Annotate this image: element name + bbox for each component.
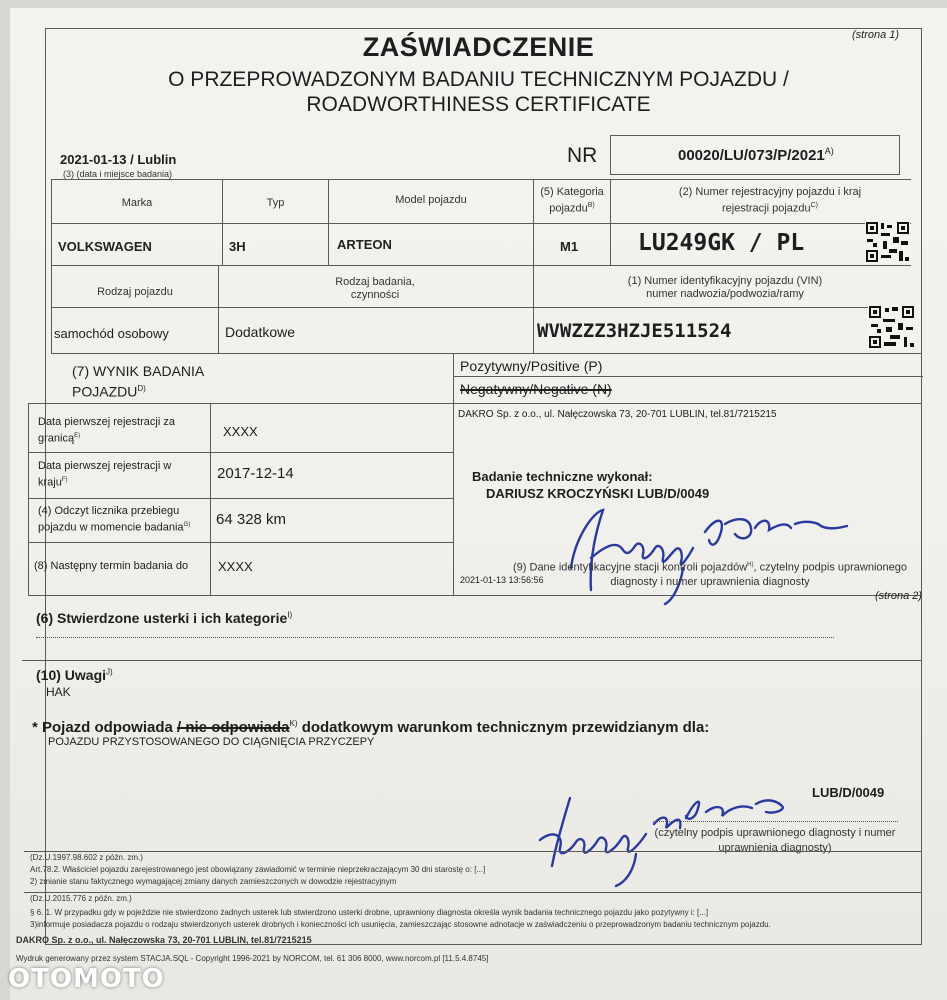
station-caption-3: diagnosty i numer uprawnienia diagnosty <box>610 575 810 588</box>
signature-caption-1: (czytelny podpis uprawnionego diagnosty i numer <box>654 827 896 839</box>
result-positive: Pozytywny/Positive (P) <box>460 358 603 374</box>
vin-label-2: numer nadwozia/podwozia/ramy <box>646 288 804 300</box>
defects-sup: I) <box>287 610 293 620</box>
nr-label: NR <box>567 144 598 167</box>
result-label-line1: (7) WYNIK BADANIA <box>72 363 205 379</box>
qr-code-icon <box>868 305 915 349</box>
legal-line: Art.78.2. Właściciel pojazdu zarejestrowanego jest obowiązany zawiadomić w terminie nieprzekraczającym 30 dni starostę o: [...] <box>30 865 486 874</box>
result-negative: Negatywny/Negative (N) <box>460 381 612 397</box>
document-title: ZAŚWIADCZENIE <box>362 32 595 62</box>
legal-line: 3)informuje posiadacza pojazdu o rodzaju stwierdzonych usterek drobnych i konieczności ich usunięcia, zamieszczając stosowne adnotacje w zaświadczeniu o przeprowadzonym badaniu technicznym pojazdu. <box>30 920 771 929</box>
registration-label-text: (2) Numer rejestracyjny pojazdu i kraj rejestracji pojazdu <box>678 186 862 215</box>
signature-dotted-line <box>653 821 898 822</box>
qr-code-icon <box>865 221 910 263</box>
model-value: ARTEON <box>337 237 392 252</box>
remarks-value: HAK <box>46 685 71 699</box>
detail-value: 2017-12-14 <box>217 465 294 482</box>
detail-sup: G) <box>183 522 191 528</box>
date-place: 2021-01-13 / Lublin <box>60 152 177 167</box>
detail-label-text: (8) Następny termin badania do <box>34 560 189 572</box>
certificate-page <box>10 8 947 1000</box>
compliance-suffix: dodatkowym warunkom technicznym przewidzianym dla: <box>297 719 710 736</box>
defects-label-text: (6) Stwierdzone usterki i ich kategorie <box>36 610 288 626</box>
legal-line: (Dz.U.1997.98.602 z późn. zm.) <box>30 853 143 862</box>
page-two-label: (strona 2) <box>875 590 923 602</box>
remarks-label <box>36 667 113 683</box>
station-caption-1: (9) Dane identyfikacyjne stacji kontroli pojazdów <box>513 561 748 574</box>
defects-label <box>36 610 292 626</box>
detail-label <box>38 415 203 446</box>
station-address: DAKRO Sp. z o.o., ul. Nałęczowska 73, 20-701 LUBLIN, tel.81/7215215 <box>458 409 777 420</box>
station-caption-sup: H) <box>747 562 754 568</box>
detail-label <box>34 560 209 572</box>
compliance-sup: K) <box>289 719 298 728</box>
footer-station: DAKRO Sp. z o.o., ul. Nałęczowska 73, 20-701 LUBLIN, tel.81/7215215 <box>16 935 312 945</box>
exam-kind-value: Dodatkowe <box>225 324 296 340</box>
legal-line: (Dz.U.2015.776 z późn. zm.) <box>30 894 132 903</box>
vin-value: WVWZZZ3HZJE511524 <box>537 320 732 342</box>
signature-caption-2: uprawnienia diagnosty) <box>718 842 832 854</box>
station-caption-2: , czytelny podpis uprawnionego <box>753 561 907 574</box>
category-label <box>534 186 610 216</box>
detail-label <box>38 459 203 490</box>
nr-number: 00020/LU/073/P/2021 <box>678 147 825 164</box>
detail-value: XXXX <box>223 424 258 439</box>
vehicle-kind-value: samochód osobowy <box>54 326 169 341</box>
compliance-struck: / nie odpowiada <box>177 719 290 736</box>
footer-software: Wydruk generowany przez system STACJA.SQL - Copyright 1996-2021 by NORCOM, tel. 61 306 8000, www.norcom.pl [11.5.4.8745] <box>16 954 489 963</box>
inspector-name: DARIUSZ KROCZYŃSKI LUB/D/0049 <box>486 486 710 501</box>
result-label-line2-wrap <box>72 380 204 401</box>
otomoto-watermark-logo: OTOMOTO <box>8 964 165 994</box>
category-label-text: (5) Kategoria pojazdu <box>540 186 604 215</box>
nr-value <box>678 146 834 164</box>
inspector-signature <box>565 498 855 613</box>
detail-label-text: Data pierwszej rejestracji w kraju <box>38 460 172 489</box>
defects-dotted-line <box>36 637 834 638</box>
page-one-label: (strona 1) <box>852 29 900 41</box>
nr-sup: A) <box>824 146 834 156</box>
date-place-caption: (3) (data i miejsce badania) <box>63 169 173 179</box>
make-value: VOLKSWAGEN <box>58 239 152 254</box>
result-label <box>72 363 204 401</box>
type-label: Typ <box>266 197 285 209</box>
document-subtitle-2: ROADWORTHINESS CERTIFICATE <box>306 93 651 116</box>
category-sup: B) <box>587 202 595 209</box>
timestamp: 2021-01-13 13:56:56 <box>460 575 544 585</box>
model-label: Model pojazdu <box>395 194 467 206</box>
detail-label-text: Data pierwszej rejestracji za granicą <box>38 416 175 445</box>
result-label-line2: POJAZDU <box>72 383 138 400</box>
detail-value: 64 328 km <box>216 511 287 528</box>
category-value: M1 <box>560 239 579 254</box>
detail-sup: F) <box>61 477 68 483</box>
exam-kind-label: Rodzaj badania, czynności <box>335 276 415 301</box>
vin-label-1: (1) Numer identyfikacyjny pojazdu (VIN) <box>627 275 823 287</box>
registration-label <box>670 186 870 216</box>
detail-label-text: (4) Odczyt licznika przebiegu pojazdu w momencie badania <box>38 505 184 534</box>
compliance-statement <box>32 719 709 736</box>
legal-line: 2) zmianie stanu faktycznego wymagającej zmiany danych zamieszczonych w dowodzie rejestracyjnym <box>30 877 397 886</box>
remarks-sup: J) <box>106 667 113 677</box>
detail-value: XXXX <box>218 559 253 574</box>
legal-line: § 6. 1. W przypadku gdy w pojeździe nie stwierdzono żadnych usterek lub stwierdzono usterki drobne, uprawniony diagnosta określa wynik badania technicznego pojazdu jako pozytywny i: [...] <box>30 908 709 917</box>
remarks-label-text: (10) Uwagi <box>36 667 107 683</box>
signature-number: LUB/D/0049 <box>812 785 885 800</box>
result-sup: D) <box>137 384 146 393</box>
make-label: Marka <box>121 197 153 209</box>
registration-value: LU249GK / PL <box>638 230 805 256</box>
registration-sup: C) <box>810 202 819 209</box>
performed-by-label: Badanie techniczne wykonał: <box>472 469 653 484</box>
station-caption <box>500 558 920 589</box>
compliance-value: POJAZDU PRZYSTOSOWANEGO DO CIĄGNIĘCIA PRZYCZEPY <box>48 736 375 748</box>
compliance-prefix: * Pojazd odpowiada <box>32 719 178 736</box>
detail-sup: E) <box>74 433 81 439</box>
vehicle-kind-label: Rodzaj pojazdu <box>97 286 173 298</box>
signature-image <box>565 498 855 608</box>
type-value: 3H <box>229 239 246 254</box>
document-subtitle-1: O PRZEPROWADZONYM BADANIU TECHNICZNYM POJAZDU / <box>168 68 789 91</box>
detail-label <box>38 504 208 535</box>
